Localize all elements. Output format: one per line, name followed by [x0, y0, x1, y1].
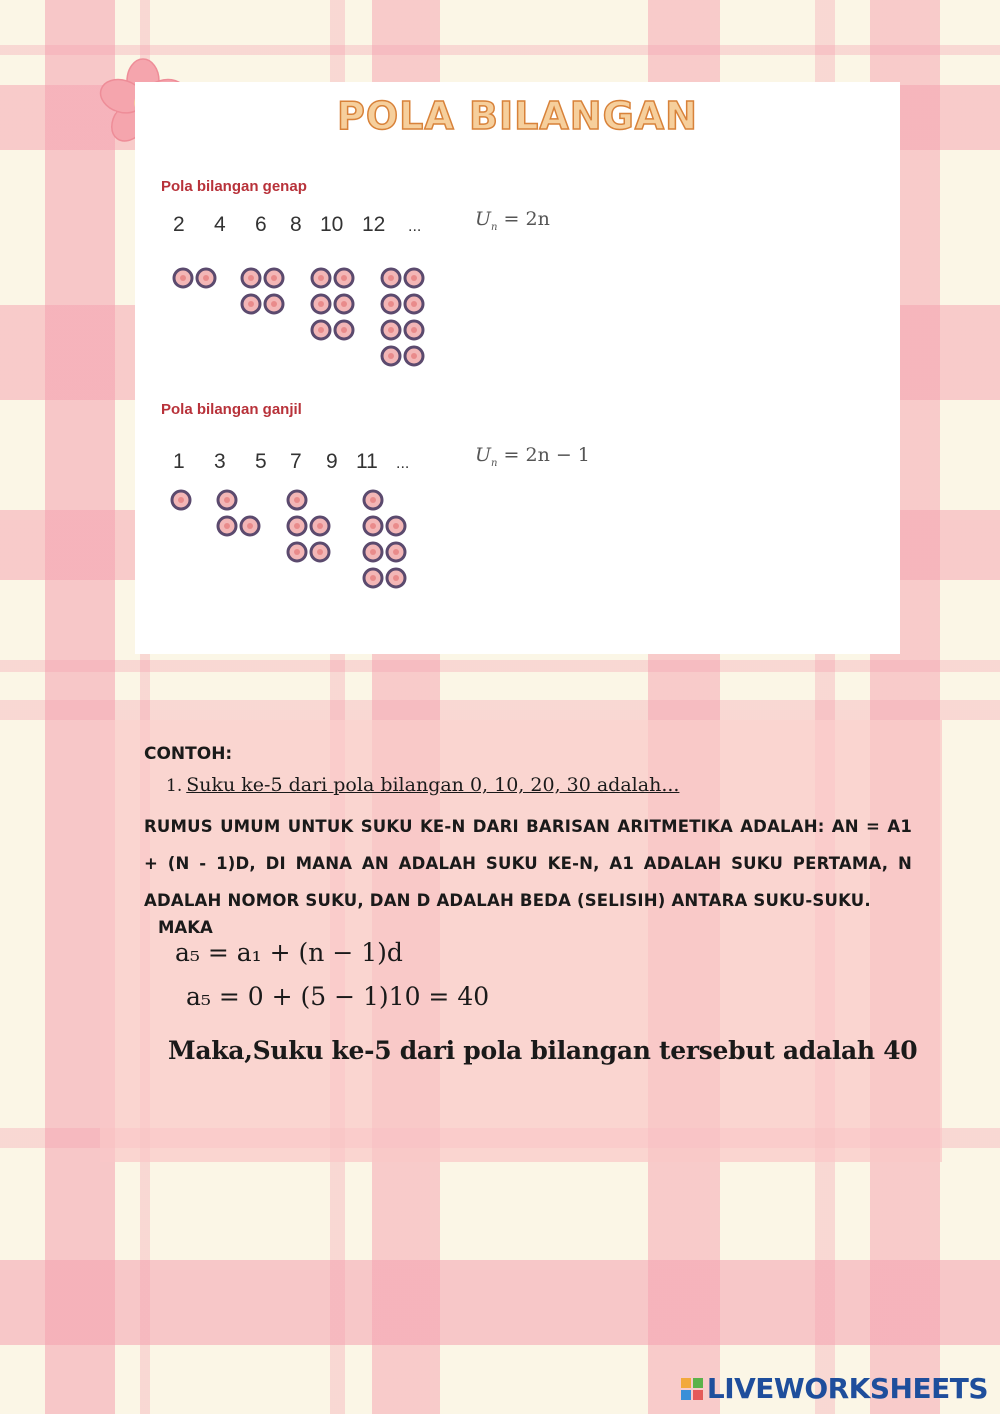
pattern-dot	[364, 569, 382, 587]
pattern-dot	[288, 491, 306, 509]
pattern-dot	[382, 295, 400, 313]
pattern-dot	[174, 269, 192, 287]
pattern-dot	[265, 295, 283, 313]
maka-label: MAKA	[158, 918, 213, 937]
pattern-dot	[288, 517, 306, 535]
pattern-dot	[312, 269, 330, 287]
example-heading: CONTOH:	[144, 744, 233, 764]
even-formula	[475, 208, 550, 233]
pattern-dot	[241, 517, 259, 535]
odd-formula-rhs: = 2n − 1	[503, 444, 590, 466]
pattern-dot	[242, 295, 260, 313]
odd-number: 5	[255, 450, 267, 473]
pattern-dot	[382, 269, 400, 287]
pattern-dot	[364, 491, 382, 509]
pattern-dot	[197, 269, 215, 287]
pattern-dot	[382, 321, 400, 339]
even-number-row	[173, 213, 421, 237]
odd-number: 7	[290, 450, 302, 473]
pattern-dot	[335, 295, 353, 313]
even-formula-rhs: = 2n	[503, 208, 550, 230]
equation-general: a₅ = a₁ + (n − 1)d	[175, 938, 403, 967]
even-number: 4	[214, 213, 226, 236]
pattern-dot	[312, 295, 330, 313]
pattern-dot	[312, 321, 330, 339]
even-number: 2	[173, 213, 185, 236]
pattern-dot	[387, 517, 405, 535]
formula-sub: n	[491, 221, 498, 233]
odd-number: 3	[214, 450, 226, 473]
odd-pattern-label: Pola bilangan ganjil	[161, 401, 302, 418]
pattern-dot	[405, 321, 423, 339]
pattern-dot	[242, 269, 260, 287]
pattern-dot	[218, 491, 236, 509]
pattern-dot	[172, 491, 190, 509]
pattern-dot	[382, 347, 400, 365]
answer-text: Maka,Suku ke-5 dari pola bilangan tersebut adalah 40	[168, 1036, 918, 1065]
even-number: 8	[290, 213, 302, 236]
even-number: 6	[255, 213, 267, 236]
pattern-dot	[311, 543, 329, 561]
odd-number-row	[173, 450, 409, 474]
pattern-dot	[364, 543, 382, 561]
pattern-dot	[405, 269, 423, 287]
brand-text: LIVEWORKSHEETS	[706, 1372, 988, 1405]
pattern-dot	[364, 517, 382, 535]
pattern-dot	[265, 269, 283, 287]
odd-dot-pattern	[165, 488, 465, 598]
formula-var: U	[475, 444, 492, 466]
even-number: 12	[362, 213, 386, 236]
pattern-card	[135, 82, 900, 654]
formula-sub: n	[491, 457, 498, 469]
pattern-dot	[288, 543, 306, 561]
example-panel	[100, 720, 942, 1162]
even-dot-pattern	[165, 266, 465, 376]
question-number: 1.	[166, 776, 183, 796]
odd-number: 11	[356, 450, 378, 473]
formula-var: U	[475, 208, 492, 230]
liveworksheets-icon	[681, 1378, 703, 1400]
even-number: 10	[320, 213, 344, 236]
even-pattern-label: Pola bilangan genap	[161, 178, 307, 195]
pattern-dot	[405, 347, 423, 365]
example-question	[166, 774, 679, 796]
pattern-dot	[335, 321, 353, 339]
equation-substituted: a₅ = 0 + (5 − 1)10 = 40	[186, 982, 490, 1011]
odd-number: 9	[326, 450, 338, 473]
pattern-dot	[387, 543, 405, 561]
pattern-dot	[387, 569, 405, 587]
pattern-dot	[311, 517, 329, 535]
pattern-dot	[405, 295, 423, 313]
even-number: ...	[408, 218, 422, 235]
question-text: Suku ke-5 dari pola bilangan 0, 10, 20, 30 adalah...	[186, 774, 680, 796]
pattern-dot	[218, 517, 236, 535]
card-title: POLA BILANGAN	[337, 94, 698, 138]
odd-number: ...	[396, 455, 410, 472]
formula-explanation: RUMUS UMUM UNTUK SUKU KE-N DARI BARISAN ARITMETIKA ADALAH: AN = A1 + (N - 1)D, DI MANA AN ADALAH SUKU KE-N, A1 ADALAH SUKU PERTAMA, N ADALAH NOMOR SUKU, DAN D ADALAH BEDA (SELISIH) ANTARA SUKU-SUKU.	[144, 817, 912, 910]
liveworksheets-logo	[681, 1372, 988, 1405]
pattern-dot	[335, 269, 353, 287]
odd-formula	[475, 444, 590, 469]
odd-number: 1	[173, 450, 185, 473]
